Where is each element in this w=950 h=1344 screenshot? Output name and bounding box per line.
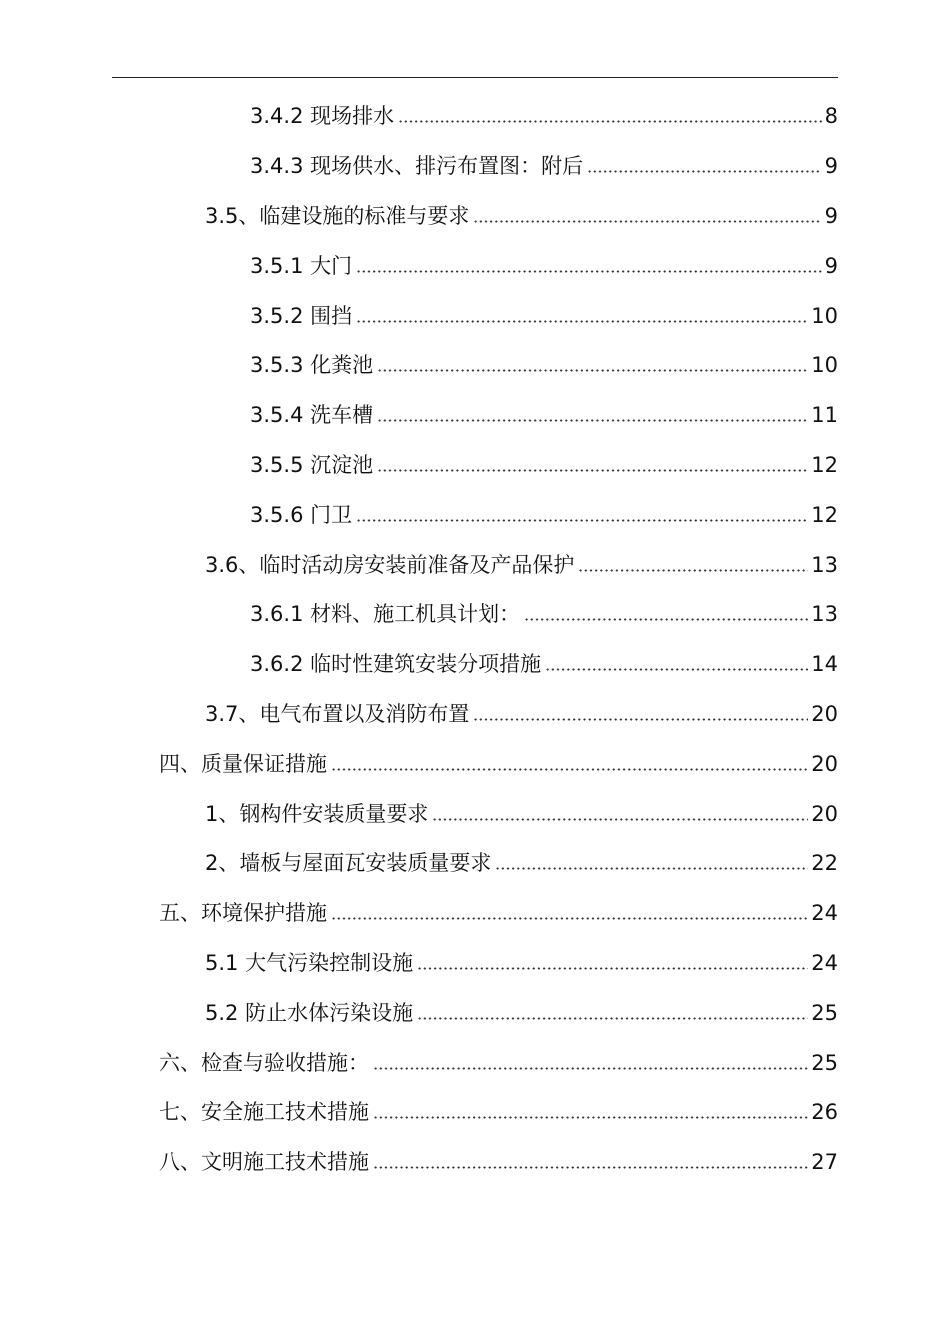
toc-dot-leader (545, 667, 808, 673)
toc-entry[interactable] (0, 590, 950, 640)
toc-entry-title: 3.7、电气布置以及消防布置 (205, 701, 470, 726)
toc-entry-page: 14 (811, 652, 838, 677)
toc-dot-leader (473, 218, 821, 224)
toc-entry-title: 八、文明施工技术措施 (159, 1150, 369, 1175)
toc-entry-page: 9 (824, 253, 838, 278)
toc-entry[interactable] (0, 92, 950, 142)
toc-entry[interactable] (0, 640, 950, 690)
toc-entry-title: 3.5.4 洗车槽 (250, 403, 374, 428)
toc-entry-page: 20 (811, 751, 838, 776)
toc-entry-page: 9 (824, 154, 838, 179)
toc-entry[interactable] (0, 391, 950, 441)
toc-entry-title: 3.5.3 化粪池 (250, 353, 374, 378)
toc-entry[interactable] (0, 839, 950, 889)
toc-entry[interactable] (0, 142, 950, 192)
toc-entry-title: 3.5.1 大门 (250, 253, 353, 278)
header-rule (112, 77, 838, 78)
toc-entry[interactable] (0, 988, 950, 1038)
toc-entry[interactable] (0, 939, 950, 989)
toc-entry[interactable] (0, 690, 950, 740)
toc-entry[interactable] (0, 739, 950, 789)
toc-entry[interactable] (0, 192, 950, 242)
toc-entry[interactable] (0, 490, 950, 540)
toc-entry-page: 24 (811, 901, 838, 926)
toc-entry-page: 26 (811, 1100, 838, 1125)
toc-entry[interactable] (0, 1138, 950, 1188)
toc-entry-page: 10 (811, 353, 838, 378)
toc-entry-title: 3.4.2 现场排水 (250, 104, 395, 129)
toc-entry[interactable] (0, 1088, 950, 1138)
toc-entry[interactable] (0, 889, 950, 939)
toc-dot-leader (331, 916, 808, 922)
toc-entry[interactable] (0, 341, 950, 391)
toc-dot-leader (331, 766, 808, 772)
toc-entry[interactable] (0, 291, 950, 341)
toc-entry-page: 20 (811, 701, 838, 726)
toc-entry-title: 3.6、临时活动房安装前准备及产品保护 (205, 552, 575, 577)
toc-dot-leader (524, 617, 808, 623)
toc-dot-leader (377, 467, 808, 473)
toc-entry-page: 12 (811, 452, 838, 477)
toc-entry-title: 3.5.2 围挡 (250, 303, 353, 328)
toc-dot-leader (398, 119, 822, 125)
toc-entry[interactable] (0, 1038, 950, 1088)
toc-entry-page: 8 (824, 104, 838, 129)
toc-entry-page: 13 (811, 552, 838, 577)
toc-entry-title: 3.5、临建设施的标准与要求 (205, 203, 470, 228)
toc-entry-page: 12 (811, 502, 838, 527)
toc-entry[interactable] (0, 441, 950, 491)
toc-entry-title: 3.5.5 沉淀池 (250, 452, 374, 477)
toc-dot-leader (417, 1015, 808, 1021)
toc-dot-leader (587, 169, 822, 175)
toc-entry[interactable] (0, 789, 950, 839)
toc-entry-title: 3.4.3 现场供水、排污布置图：附后 (250, 154, 584, 179)
toc-entry-page: 9 (824, 203, 838, 228)
toc-entry-title: 3.6.1 材料、施工机具计划： (250, 602, 521, 627)
toc-entry[interactable] (0, 540, 950, 590)
table-of-contents (0, 92, 950, 1188)
toc-dot-leader (373, 1165, 808, 1171)
toc-entry-title: 六、检查与验收措施： (159, 1050, 369, 1075)
toc-dot-leader (356, 517, 808, 523)
toc-entry-page: 10 (811, 303, 838, 328)
toc-entry-page: 24 (811, 950, 838, 975)
toc-entry-title: 四、质量保证措施 (159, 751, 327, 776)
toc-entry-page: 13 (811, 602, 838, 627)
toc-entry-title: 5.2 防止水体污染设施 (205, 1000, 414, 1025)
toc-entry-page: 27 (811, 1150, 838, 1175)
toc-dot-leader (356, 318, 808, 324)
toc-entry-page: 20 (811, 801, 838, 826)
toc-dot-leader (377, 368, 808, 374)
toc-dot-leader (356, 268, 822, 274)
toc-entry-page: 25 (811, 1000, 838, 1025)
toc-dot-leader (373, 1115, 808, 1121)
toc-entry-title: 五、环境保护措施 (159, 901, 327, 926)
toc-entry-page: 25 (811, 1050, 838, 1075)
toc-dot-leader (495, 866, 808, 872)
toc-dot-leader (417, 965, 808, 971)
toc-entry-title: 5.1 大气污染控制设施 (205, 950, 414, 975)
toc-entry-title: 3.6.2 临时性建筑安装分项措施 (250, 652, 542, 677)
toc-entry-page: 11 (811, 403, 838, 428)
toc-entry-title: 七、安全施工技术措施 (159, 1100, 369, 1125)
toc-entry-title: 1、钢构件安装质量要求 (205, 801, 429, 826)
toc-entry-page: 22 (811, 851, 838, 876)
toc-dot-leader (373, 1065, 808, 1071)
toc-dot-leader (377, 418, 808, 424)
toc-entry-title: 2、墙板与屋面瓦安装质量要求 (205, 851, 492, 876)
toc-entry[interactable] (0, 241, 950, 291)
toc-dot-leader (578, 567, 808, 573)
toc-entry-title: 3.5.6 门卫 (250, 502, 353, 527)
toc-dot-leader (432, 816, 808, 822)
toc-dot-leader (473, 716, 808, 722)
